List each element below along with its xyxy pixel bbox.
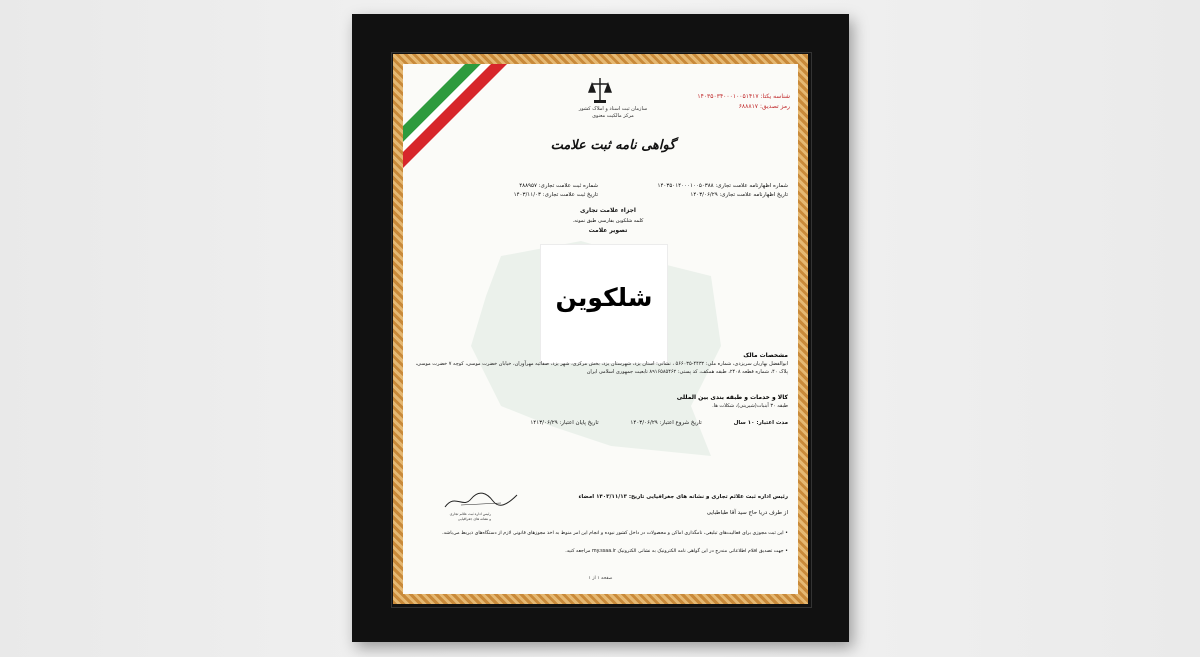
declaration-info	[658, 182, 789, 200]
footer-note-2: • جهت تصدیق اقلام اطلاعاتی مندرج در این گواهی نامه الکترونیک به نشانی الکترونیک my.ssaa.ir مراجعه کنید.	[565, 549, 788, 554]
validity-end: تاریخ پایان اعتبار: ۱۴۱۳/۰۶/۲۹	[530, 420, 599, 426]
certificate-ids	[697, 92, 790, 112]
org-line-2: مرکز مالکیت معنوی	[592, 113, 634, 119]
goods-section	[413, 394, 788, 410]
organization-name	[553, 106, 673, 120]
declaration-number: شماره اظهارنامه علامت تجاری: ۱۴۰۳۵۰۱۴۰۰۰۱۰۰۵۰۳۸۸	[657, 183, 788, 189]
trademark-wordmark: شلکوین	[555, 283, 653, 312]
parts-text: کلمه شلکوین بفارسی طبق نمونه.	[572, 218, 644, 224]
certificate-title: گواهی نامه ثبت علامت	[550, 138, 676, 153]
verification-code: رمز تصدیق: ۶۸۸۸۱۷	[738, 103, 790, 110]
signature-graphic	[441, 489, 521, 511]
iran-flag-ribbon	[403, 64, 513, 174]
page-number: صفحه ۱ از ۱	[588, 576, 613, 581]
mark-parts	[543, 206, 673, 236]
goods-text: طبقه ۳۰ آبنبات(شیرینی)، شکلات ها.	[712, 403, 788, 409]
registration-info	[514, 182, 598, 200]
registration-number: شماره ثبت علامت تجاری: ۴۸۸۹۵۷	[519, 183, 598, 189]
owner-section	[413, 352, 788, 376]
signature-stamp-text: رئیس اداره ثبت علائم تجاری و نشانه های جغرافیایی	[449, 512, 491, 521]
trademark-image-box	[540, 244, 668, 364]
owner-text: ابوالفضل بهاریان سریزدی، شماره ملی: ۴۴۳۲-۵۶۶۰۳۵ ، نشانی: استان یزد، شهرستان یزد، بخش مرکزی، شهر یزد، صفائیه مهرآوران، خیابان خضرت موسی، کوچه ۷ خضرت موسی، پلاک ۴۰، شماره قطعه ۲۴۰۸، طبقه همکف، کد پستی: ۸۹۱۶۵۸۵۴۶۲ تابعیت جمهوری اسلامی ایران	[415, 361, 788, 375]
footer-note-1: • این ثبت مجوزی برای فعالیت‌های تبلیغی، نامگذاری اماکن و محصولات در داخل کشور نبوده و انجام این امر منوط به اخذ مجوزهای قانونی لازم از دستگاه‌های ذیربط می‌باشد.	[442, 531, 788, 536]
unique-id: شناسه یکتا: ۱۴۰۳۵۰۳۴۰۰۰۱۰۰۵۱۴۱۷	[697, 93, 790, 100]
certificate-paper	[403, 64, 798, 594]
validity-start: تاریخ شروع اعتبار: ۱۴۰۳/۰۶/۲۹	[630, 420, 702, 426]
parts-heading: اجزاء علامت تجاری	[580, 207, 636, 214]
goods-heading: کالا و خدمات و طبقه بندی بین المللی	[676, 394, 788, 401]
registration-date: تاریخ ثبت علامت تجاری: ۱۴۰۳/۱۱/۰۳	[513, 192, 598, 198]
validity-period: مدت اعتبار: ۱۰ سال	[733, 420, 788, 426]
org-line-1: سازمان ثبت اسناد و املاک کشور	[578, 106, 648, 112]
justice-scale-emblem-icon	[586, 76, 614, 106]
signer-line: رئیس اداره ثبت علائم تجاری و نشانه های جغرافیایی تاریخ: ۱۴۰۳/۱۱/۱۳ امضاء	[578, 494, 788, 500]
declaration-date: تاریخ اظهارنامه علامت تجاری: ۱۴۰۳/۰۶/۲۹	[690, 192, 788, 198]
signer-name: از طرف دریا حاج سید آقا طباطبایی	[706, 510, 788, 516]
validity-row	[413, 420, 788, 426]
owner-heading: مشخصات مالک	[743, 352, 788, 359]
image-heading: تصویر علامت	[588, 227, 628, 234]
